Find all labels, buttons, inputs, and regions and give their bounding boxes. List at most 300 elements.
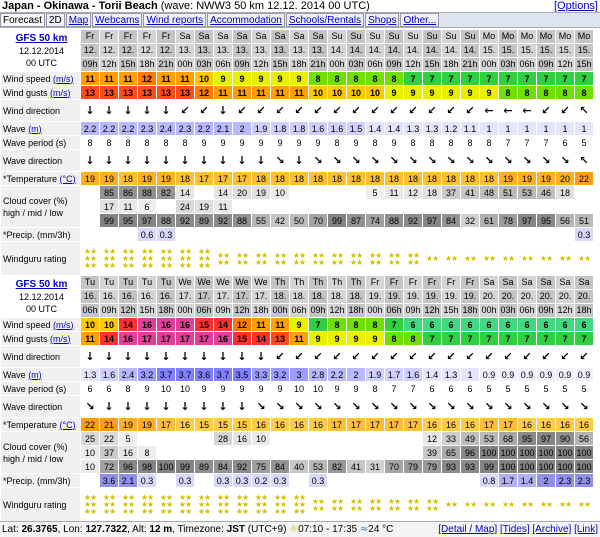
header-date: 18. — [290, 290, 309, 304]
cell-chigh: 25 — [81, 432, 100, 446]
tides-link[interactable]: [Tides] — [499, 524, 530, 535]
row-wdir — [1, 100, 594, 122]
header-day: Sa — [499, 276, 518, 290]
cell-wper: 9 — [347, 136, 366, 150]
cell-cmid — [309, 200, 328, 214]
cell-rating — [442, 488, 461, 522]
cell-temp: 16 — [252, 418, 271, 432]
unit-link-temp[interactable]: (°C) — [59, 419, 76, 430]
header-hour: 09h — [214, 304, 233, 318]
cell-wave: 1 — [537, 122, 556, 136]
cell-wper: 5 — [575, 382, 594, 396]
link-link[interactable]: [Link] — [574, 524, 598, 535]
cell-cmid — [328, 446, 347, 460]
cell-wspd: 12 — [138, 72, 157, 86]
model-name-link[interactable]: GFS 50 km — [15, 32, 68, 44]
model-name-link[interactable]: GFS 50 km — [15, 278, 68, 290]
row-hour — [1, 58, 594, 72]
cell-precip — [499, 228, 518, 242]
arrow-icon: ↘ — [579, 400, 589, 413]
tab-wind-reports[interactable]: Wind reports — [143, 13, 206, 27]
cell-clow: 32 — [461, 214, 480, 228]
header-date: 20. — [556, 290, 575, 304]
cell-wspd: 6 — [480, 318, 499, 332]
cell-wdir — [366, 346, 385, 368]
cell-precip — [214, 228, 233, 242]
star-icon: ★★ — [216, 507, 230, 516]
cell-wper: 6 — [100, 382, 119, 396]
header-hour: 00h — [271, 304, 290, 318]
star-icon: ★★ — [102, 493, 116, 502]
cell-rating — [461, 488, 480, 522]
cell-rating — [290, 242, 309, 276]
cell-wdir — [81, 346, 100, 368]
cell-rating — [309, 488, 328, 522]
cell-rating — [233, 488, 252, 522]
tab-2d[interactable]: 2D — [46, 13, 65, 27]
header-date: 17. — [195, 290, 214, 304]
label-cloud-levels: high / mid / low — [3, 207, 64, 218]
cell-temp: 21 — [100, 418, 119, 432]
header-date: 13. — [214, 44, 233, 58]
cell-clow: 10 — [81, 460, 100, 474]
star-icon: ★★ — [311, 496, 325, 506]
cell-wgust: 9 — [385, 86, 404, 100]
cell-wper: 9 — [328, 382, 347, 396]
cell-rating — [499, 488, 518, 522]
cell-rating — [518, 488, 537, 522]
arrow-icon: ↘ — [294, 400, 304, 413]
header-hour: 18h — [252, 304, 271, 318]
cell-temp: 19 — [157, 172, 176, 186]
cell-wavedir — [290, 150, 309, 172]
star-icon: ★★ — [235, 250, 249, 260]
cell-wdir — [537, 346, 556, 368]
arrow-icon: ↘ — [427, 400, 437, 413]
cell-cmid: 96 — [461, 446, 480, 460]
star-icon: ★★ — [102, 247, 116, 256]
arrow-icon: ↙ — [313, 104, 323, 117]
star-icon: ★★ — [178, 261, 192, 270]
cell-wavedir — [309, 396, 328, 418]
cell-wgust: 7 — [442, 332, 461, 346]
cell-wgust: 9 — [328, 332, 347, 346]
header-date: 20. — [480, 290, 499, 304]
cell-wspd: 8 — [328, 72, 347, 86]
star-icon: ★★ — [197, 261, 211, 270]
cell-precip — [176, 228, 195, 242]
cell-wper: 8 — [404, 136, 423, 150]
arrow-icon: ↘ — [484, 154, 494, 167]
cell-clow: 92 — [404, 214, 423, 228]
header-hour: 15h — [119, 58, 138, 72]
star-icon: ★★ — [273, 257, 287, 267]
cell-wgust: 17 — [176, 332, 195, 346]
cell-chigh: 19 — [252, 186, 271, 200]
header-hour: 09h — [81, 58, 100, 72]
cell-wave: 1.4 — [366, 122, 385, 136]
cell-clow: 88 — [157, 214, 176, 228]
row-cmid — [1, 446, 594, 460]
cell-wspd: 8 — [385, 72, 404, 86]
cell-precip: 1.7 — [499, 474, 518, 488]
cell-temp: 16 — [461, 418, 480, 432]
cell-cmid: 16 — [119, 446, 138, 460]
cell-wper: 9 — [385, 136, 404, 150]
cell-clow: 78 — [499, 214, 518, 228]
cell-cmid: 11 — [214, 200, 233, 214]
forecast-grid — [0, 275, 594, 522]
cell-temp: 16 — [575, 418, 594, 432]
cell-wave: 0.9 — [480, 368, 499, 382]
arrow-icon: ↙ — [465, 350, 475, 363]
cell-wdir — [442, 100, 461, 122]
header-day: Th — [347, 276, 366, 290]
cell-precip — [195, 474, 214, 488]
label-wgust: Wind gusts — [3, 333, 48, 344]
unit-link-temp[interactable]: (°C) — [59, 173, 76, 184]
cell-clow: 89 — [195, 214, 214, 228]
cell-temp: 15 — [195, 418, 214, 432]
arrow-icon: ↓ — [161, 154, 171, 167]
header-hour: 09h — [404, 304, 423, 318]
cell-temp: 17 — [347, 418, 366, 432]
cell-rating — [195, 488, 214, 522]
cell-wave: 3.3 — [252, 368, 271, 382]
cell-wdir — [309, 346, 328, 368]
cell-wgust: 8 — [499, 86, 518, 100]
cell-wavedir — [423, 150, 442, 172]
row-label-wspd — [1, 318, 81, 332]
header-day: Sa — [252, 30, 271, 44]
arrow-icon: ↙ — [199, 104, 209, 117]
cell-chigh: 10 — [271, 186, 290, 200]
cell-wave: 0.9 — [518, 368, 537, 382]
row-label-precip — [1, 474, 81, 488]
cell-rating — [119, 488, 138, 522]
unit-link-wspd[interactable]: (m/s) — [53, 73, 74, 84]
unit-link-wgust[interactable]: (m/s) — [50, 87, 71, 98]
cell-wdir — [233, 346, 252, 368]
tab-webcams[interactable]: Webcams — [92, 13, 142, 27]
cell-rating — [214, 242, 233, 276]
tab-accommodation[interactable]: Accommodation — [207, 13, 285, 27]
header-day: We — [252, 276, 271, 290]
header-hour: 03h — [195, 58, 214, 72]
cell-wper: 7 — [518, 136, 537, 150]
options-link[interactable]: [Options] — [553, 0, 598, 12]
cell-precip — [81, 228, 100, 242]
cell-wper: 7 — [404, 382, 423, 396]
cell-wdir — [442, 346, 461, 368]
unit-link-wave[interactable]: (m) — [28, 123, 42, 134]
header-date: 14. — [366, 44, 385, 58]
cell-wdir — [575, 100, 594, 122]
cell-wave: 1.2 — [442, 122, 461, 136]
cell-wdir — [271, 100, 290, 122]
cell-precip: 2.3 — [556, 474, 575, 488]
cell-wgust: 14 — [100, 332, 119, 346]
cell-clow: 79 — [423, 460, 442, 474]
cell-precip — [100, 228, 119, 242]
star-icon: ★★ — [235, 500, 249, 509]
cell-temp: 19 — [518, 172, 537, 186]
tab-shops[interactable]: Shops — [365, 13, 399, 27]
star-icon: ★★ — [349, 496, 363, 506]
header-day: Fr — [366, 276, 385, 290]
star-icon: ★★ — [235, 507, 249, 516]
model-header — [1, 276, 81, 318]
cell-cmid — [176, 446, 195, 460]
star-icon: ★★ — [254, 500, 268, 509]
cell-temp: 18 — [176, 172, 195, 186]
header-date: 13. — [252, 44, 271, 58]
header-day: Su — [461, 30, 480, 44]
row-date — [1, 290, 594, 304]
header-day: Tu — [100, 276, 119, 290]
label-wspd: Wind speed — [3, 319, 51, 330]
cell-temp: 18 — [442, 172, 461, 186]
cell-wspd: 6 — [461, 318, 480, 332]
model-utc: 00 UTC — [25, 57, 57, 68]
cell-wavedir — [518, 396, 537, 418]
header-date: 14. — [328, 44, 347, 58]
cell-wave: 2.4 — [119, 368, 138, 382]
cell-cmid — [309, 446, 328, 460]
cell-wave: 3.5 — [233, 368, 252, 382]
cell-wgust: 9 — [423, 86, 442, 100]
cell-rating — [252, 488, 271, 522]
cell-chigh: 33 — [442, 432, 461, 446]
cell-wspd: 11 — [81, 72, 100, 86]
cell-chigh: 14 — [176, 186, 195, 200]
cell-temp: 18 — [252, 172, 271, 186]
cell-wave: 2.2 — [81, 122, 100, 136]
star-icon: ★★ — [425, 254, 439, 263]
cell-wper: 8 — [157, 136, 176, 150]
row-label-wspd — [1, 72, 81, 86]
cell-cmid — [442, 200, 461, 214]
cell-temp: 15 — [233, 418, 252, 432]
cell-precip: 0.2 — [252, 474, 271, 488]
row-rating — [1, 488, 594, 522]
header-day: Sa — [233, 30, 252, 44]
header-date: 12. — [138, 44, 157, 58]
cell-wavedir — [119, 396, 138, 418]
cell-clow: 50 — [290, 214, 309, 228]
header-hour: 21h — [309, 58, 328, 72]
header-hour: 09h — [537, 304, 556, 318]
row-wper — [1, 382, 594, 396]
cell-wspd: 7 — [404, 72, 423, 86]
star-icon: ★★ — [159, 507, 173, 516]
star-icon: ★★ — [121, 493, 135, 502]
cell-precip — [119, 228, 138, 242]
tab-schools-rentals[interactable]: Schools/Rentals — [286, 13, 364, 27]
cell-temp: 18 — [366, 172, 385, 186]
unit-link-wgust[interactable]: (m/s) — [50, 333, 71, 344]
row-label-wgust — [1, 86, 81, 100]
cell-chigh — [195, 186, 214, 200]
row-label-rating — [1, 242, 81, 276]
cell-wgust: 8 — [385, 332, 404, 346]
arrow-icon: ↙ — [275, 350, 285, 363]
cell-rating — [404, 488, 423, 522]
header-day: Mo — [556, 30, 575, 44]
cell-chigh — [195, 432, 214, 446]
cell-temp: 16 — [271, 418, 290, 432]
cell-chigh: 88 — [138, 186, 157, 200]
cell-wave: 1.3 — [423, 122, 442, 136]
cell-wavedir — [100, 150, 119, 172]
tab-other[interactable]: Other... — [400, 13, 439, 27]
cell-wper: 5 — [480, 382, 499, 396]
cell-wper: 10 — [176, 382, 195, 396]
star-icon: ★★ — [197, 493, 211, 502]
header-day: Tu — [119, 276, 138, 290]
header-hour: 09h — [233, 58, 252, 72]
detail-map-link[interactable]: [Detail / Map] — [438, 524, 498, 535]
label-wper: Wave period (s) — [3, 137, 67, 148]
cell-rating — [328, 242, 347, 276]
cell-precip — [480, 228, 499, 242]
cell-temp: 18 — [423, 172, 442, 186]
cell-wave: 2.2 — [195, 122, 214, 136]
row-date — [1, 44, 594, 58]
arrow-icon: ↓ — [142, 400, 152, 413]
star-icon: ★★ — [425, 496, 439, 506]
cell-cmid: 6 — [138, 200, 157, 214]
arrow-icon: ↘ — [465, 154, 475, 167]
header-date: 14. — [404, 44, 423, 58]
cell-wgust: 9 — [309, 332, 328, 346]
row-cmid — [1, 200, 594, 214]
label-wavedir: Wave direction — [3, 401, 63, 412]
header-hour: 12h — [556, 304, 575, 318]
cell-wavedir — [556, 150, 575, 172]
arrow-icon: ↓ — [218, 104, 228, 117]
forecast-table-2 — [0, 275, 594, 522]
tab-forecast[interactable]: Forecast — [0, 13, 45, 27]
cell-temp: 18 — [385, 172, 404, 186]
cell-clow: 75 — [252, 460, 271, 474]
header-day: Sa — [176, 30, 195, 44]
header-day: Th — [271, 276, 290, 290]
arrow-icon: ↓ — [256, 350, 266, 363]
cell-wavedir — [176, 396, 195, 418]
cell-temp: 18 — [309, 172, 328, 186]
row-wdir — [1, 346, 594, 368]
row-day — [1, 276, 594, 290]
header-hour: 06h — [214, 58, 233, 72]
timezone: JST — [226, 524, 245, 535]
header-day: Sa — [575, 276, 594, 290]
header-day: Sa — [556, 276, 575, 290]
cell-cmid — [328, 200, 347, 214]
header-day: Fr — [119, 30, 138, 44]
cell-rating — [233, 242, 252, 276]
arrow-icon: ↘ — [446, 154, 456, 167]
cell-rating — [423, 488, 442, 522]
cell-wgust: 13 — [157, 86, 176, 100]
header-hour: 15h — [442, 304, 461, 318]
cell-clow: 93 — [442, 460, 461, 474]
cell-wavedir — [233, 150, 252, 172]
header-day: Sa — [271, 30, 290, 44]
archive-link[interactable]: [Archive] — [532, 524, 572, 535]
star-icon: ★★ — [140, 500, 154, 509]
header-date: 18. — [347, 290, 366, 304]
arrow-icon: ↙ — [446, 104, 456, 117]
cell-chigh: 5 — [366, 186, 385, 200]
cell-temp: 19 — [138, 418, 157, 432]
model-date: 12.12.2014 — [18, 45, 65, 56]
header-day: Mo — [518, 30, 537, 44]
row-label-temp — [1, 172, 81, 186]
cell-chigh — [366, 432, 385, 446]
cell-temp: 19 — [100, 172, 119, 186]
cell-wavedir — [347, 396, 366, 418]
cell-precip: 0.3 — [176, 474, 195, 488]
arrow-icon: ↓ — [161, 104, 171, 117]
unit-link-wspd[interactable]: (m/s) — [53, 319, 74, 330]
label-wavedir: Wave direction — [3, 155, 63, 166]
cell-chigh — [347, 186, 366, 200]
cell-wavedir — [537, 396, 556, 418]
label-wspd: Wind speed — [3, 73, 51, 84]
cell-chigh: 51 — [499, 186, 518, 200]
star-icon: ★★ — [482, 254, 496, 263]
arrow-icon: ↓ — [218, 400, 228, 413]
cell-wdir — [404, 346, 423, 368]
cell-wgust: 9 — [347, 332, 366, 346]
cell-clow: 100 — [576, 461, 592, 472]
star-icon: ★★ — [121, 507, 135, 516]
cell-wper: 5 — [499, 382, 518, 396]
cell-wgust: 7 — [575, 332, 594, 346]
star-icon: ★★ — [254, 250, 268, 260]
tab-map[interactable]: Map — [66, 13, 91, 27]
cell-cmid — [157, 200, 176, 214]
unit-link-wave[interactable]: (m) — [28, 369, 42, 380]
cell-rating — [385, 488, 404, 522]
cell-wdir — [138, 346, 157, 368]
cell-wspd: 16 — [176, 318, 195, 332]
cell-wavedir — [404, 396, 423, 418]
star-icon: ★★ — [501, 500, 515, 509]
cell-wper: 9 — [347, 382, 366, 396]
cell-wper: 5 — [556, 382, 575, 396]
cell-wgust: 13 — [81, 86, 100, 100]
star-icon: ★★ — [444, 254, 458, 263]
cell-wavedir — [214, 396, 233, 418]
star-icon: ★★ — [273, 250, 287, 260]
cell-rating — [537, 488, 556, 522]
cell-wave: 3 — [290, 368, 309, 382]
star-icon: ★★ — [311, 503, 325, 513]
cell-cmid — [81, 200, 100, 214]
label-wgust: Wind gusts — [3, 87, 48, 98]
cell-wdir — [461, 346, 480, 368]
cell-wdir — [138, 100, 157, 122]
header-hour: 00h — [176, 304, 195, 318]
cell-wavedir — [119, 150, 138, 172]
cell-cmid — [233, 446, 252, 460]
arrow-icon: ↘ — [370, 154, 380, 167]
cell-wgust: 7 — [556, 332, 575, 346]
cell-wdir — [518, 100, 537, 122]
header-hour: 18h — [442, 58, 461, 72]
